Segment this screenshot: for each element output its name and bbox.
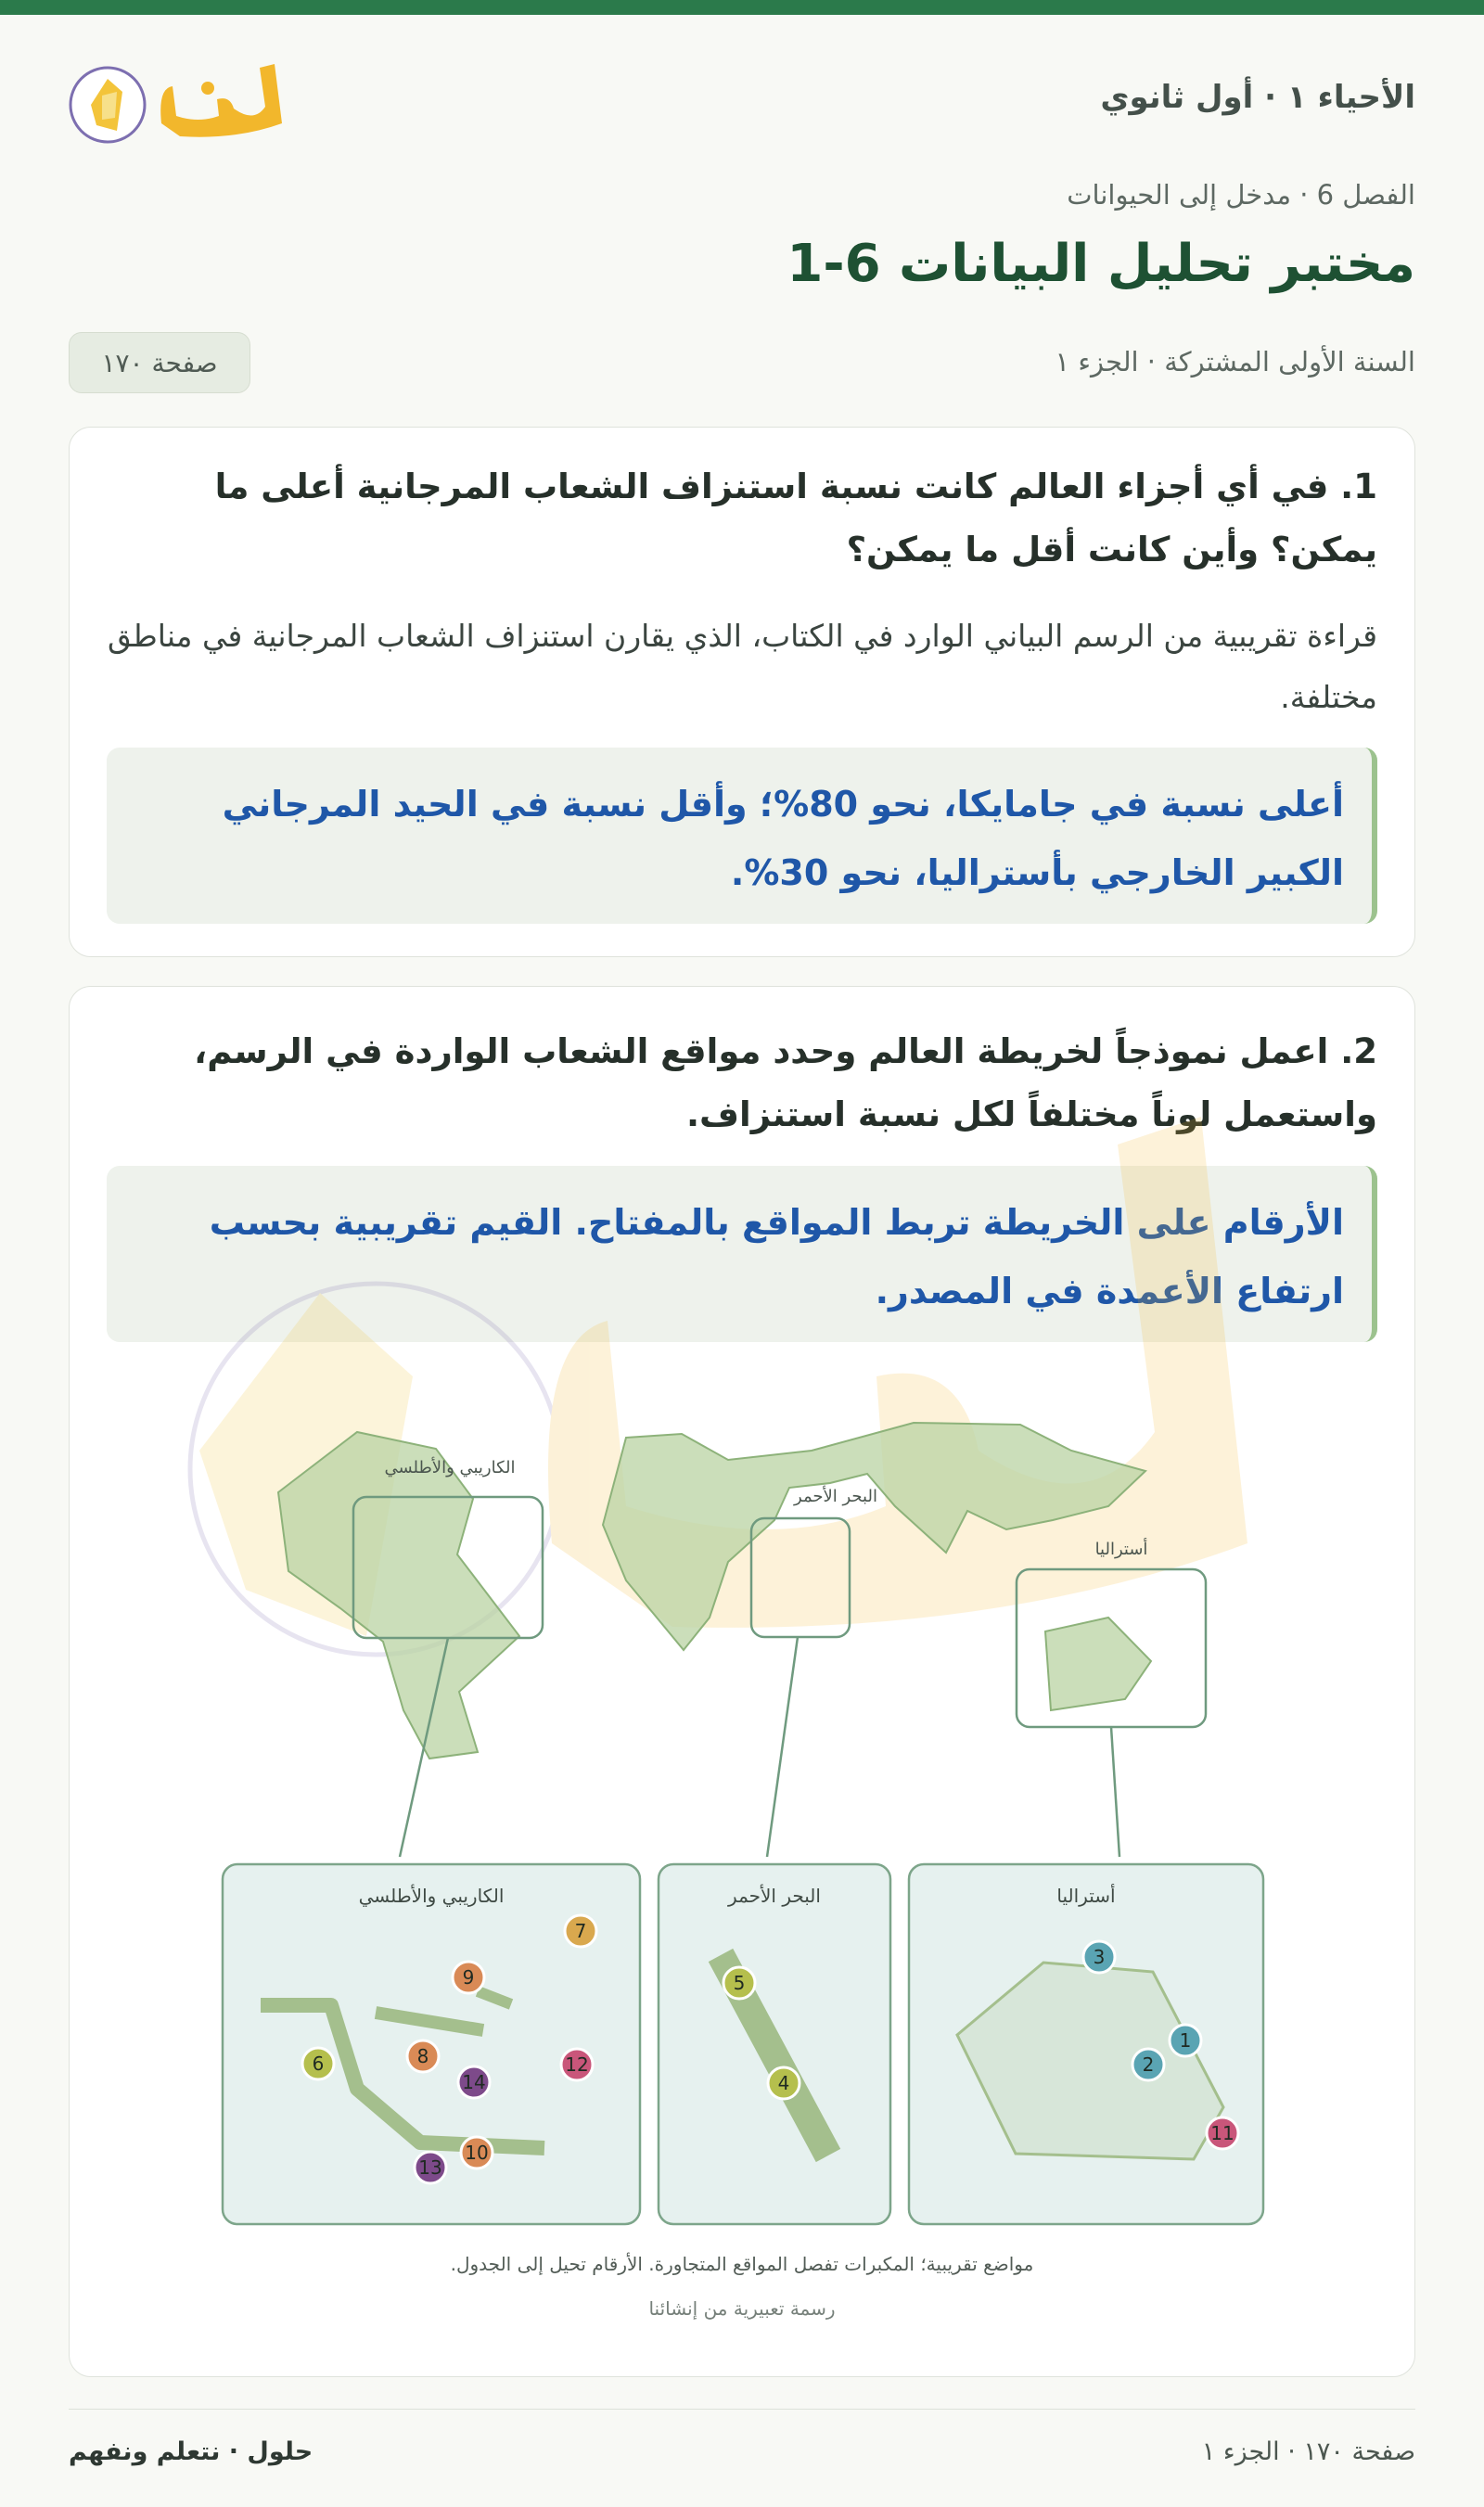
map-label-caribbean: الكاريبي والأطلسي	[384, 1458, 516, 1477]
site-marker	[461, 2137, 493, 2168]
logo-icon	[69, 51, 319, 153]
site-marker	[561, 2049, 593, 2080]
site-marker	[1083, 1941, 1115, 1973]
site-marker	[723, 1967, 755, 1999]
site-marker	[415, 2152, 446, 2183]
page-badge: صفحة ١٧٠	[69, 332, 250, 393]
site-number: 11	[1210, 2122, 1235, 2144]
question-2-text: 2. اعمل نموذجاً لخريطة العالم وحدد مواقع الشعاب الواردة في الرسم، واستعمل لوناً مختلفاً لكل نسبة استنزاف.	[194, 1031, 1377, 1134]
site-number: 14	[462, 2071, 486, 2093]
site-number: 4	[777, 2072, 790, 2094]
site-number: 13	[418, 2156, 442, 2179]
site-number: 12	[565, 2053, 589, 2076]
footer-divider	[69, 2409, 1415, 2410]
site-number: 10	[465, 2142, 489, 2164]
site-marker	[453, 1962, 484, 1993]
leader-line-red-sea	[767, 1637, 798, 1857]
chapter-label: الفصل 6 · مدخل إلى الحيوانات	[1067, 179, 1415, 211]
map-label-red-sea: البحر الأحمر	[794, 1487, 877, 1506]
land-australia	[1045, 1618, 1151, 1710]
map-label-australia: أستراليا	[1094, 1540, 1148, 1559]
site-number: 9	[462, 1966, 475, 1989]
book-label: السنة الأولى المشتركة · الجزء ١	[1055, 346, 1415, 377]
top-accent-bar	[0, 0, 1484, 15]
site-marker	[407, 2040, 439, 2072]
site-marker	[458, 2066, 490, 2098]
figure-credit: رسمة تعبيرية من إنشائنا	[648, 2297, 836, 2320]
subject-title: الأحياء ١ · أول ثانوي	[1100, 79, 1415, 116]
site-number: 8	[416, 2045, 429, 2067]
site-number: 5	[733, 1972, 746, 1994]
site-marker	[565, 1915, 596, 1947]
answer-2: الأرقام على الخريطة تربط المواقع بالمفتاح. القيم تقريبية بحسب ارتفاع الأعمدة في المصدر.	[107, 1166, 1377, 1342]
panel-title-red-sea: البحر الأحمر	[728, 1885, 821, 1907]
reef-map-svg	[70, 987, 1414, 2378]
reef-map-figure	[70, 987, 1414, 2378]
footer-brand: حلول · نتعلم ونفهم	[69, 2437, 313, 2466]
site-number: 7	[574, 1920, 587, 1942]
question-1-note: قراءة تقريبية من الرسم البياني الوارد في الكتاب، الذي يقارن استنزاف الشعاب المرجانية في مناطق مختلفة.	[107, 618, 1377, 715]
figure-caption: مواضع تقريبية؛ المكبرات تفصل المواقع المتجاورة. الأرقام تحيل إلى الجدول.	[450, 2253, 1034, 2275]
site-marker	[1132, 2049, 1164, 2080]
hulul-logo[interactable]	[69, 51, 319, 153]
panel-title-caribbean: الكاريبي والأطلسي	[358, 1885, 505, 1907]
site-number: 1	[1179, 2029, 1192, 2052]
panel-title-australia: أستراليا	[1056, 1885, 1116, 1907]
question-card-2	[69, 986, 1415, 2377]
site-marker	[768, 2067, 800, 2099]
footer-page: صفحة ١٧٠ · الجزء ١	[1201, 2437, 1415, 2466]
site-number: 2	[1142, 2053, 1155, 2076]
site-number: 6	[312, 2053, 325, 2075]
site-marker	[1170, 2025, 1201, 2056]
site-marker	[302, 2048, 334, 2079]
site-number: 3	[1093, 1946, 1106, 1968]
page-header	[69, 51, 1415, 153]
page-title: مختبر تحليل البيانات 6-1	[787, 234, 1415, 294]
question-1-text: 1. في أي أجزاء العالم كانت نسبة استنزاف الشعاب المرجانية أعلى ما يمكن؟ وأين كانت أقل ما يمكن؟	[214, 467, 1377, 569]
answer-1: أعلى نسبة في جامايكا، نحو 80%؛ وأقل نسبة في الحيد المرجاني الكبير الخارجي بأستراليا، نحو 30%.	[107, 748, 1377, 924]
leader-line-australia	[1111, 1727, 1119, 1857]
question-card-1	[69, 427, 1415, 957]
site-marker	[1207, 2117, 1238, 2149]
